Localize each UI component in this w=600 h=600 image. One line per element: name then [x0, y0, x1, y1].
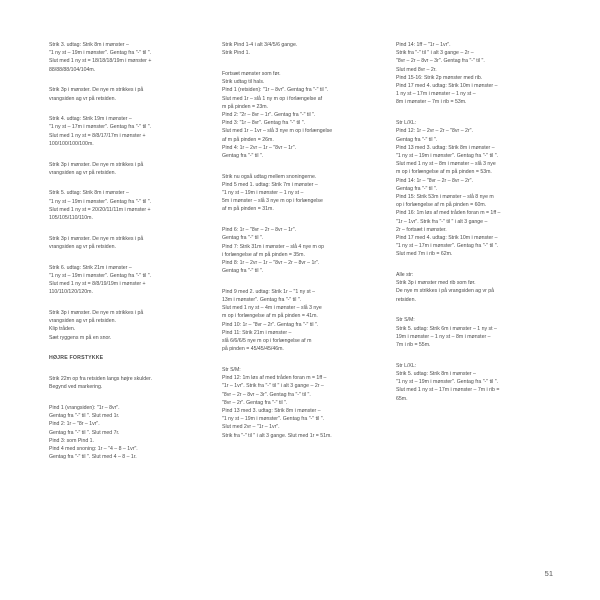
text-line: Pind 2: 1r – "8r – 1vr".	[49, 421, 100, 428]
text-line: retsiden.	[396, 296, 416, 303]
text-line: Pind 15-16: Strik 2p mønster med rib.	[396, 74, 483, 81]
text-line: Slut med 1r – 1vr – slå 3 nye m op i forlængelse	[222, 128, 333, 135]
paragraph	[49, 41, 199, 74]
text-line: Slut med 1 ny st = 18/18/18/19m i mønster +	[49, 58, 152, 65]
text-line: Pind 1 (vrangsiden): "1r – 8vr".	[49, 404, 120, 411]
paragraph	[49, 375, 199, 391]
text-line: Fortsæt mønster som før.	[222, 70, 281, 77]
paragraph	[49, 264, 199, 297]
text-line: Gentag fra "-" til ". Slut med 7r.	[49, 429, 120, 436]
paragraph	[222, 173, 374, 214]
text-line: Pind 14: 1r – "8vr – 2r – 8vr – 2r".	[396, 177, 473, 184]
text-line: "8vr – 2r – 8vr – 3r". Gentag fra "-" til ".	[222, 391, 311, 398]
text-line: Klip tråden.	[49, 326, 76, 333]
text-line: 7m i rib = 55m.	[396, 342, 431, 348]
text-line: Pind 9 med 2. udtag: Strik 1r – "1 ny st –	[222, 288, 315, 295]
paragraph	[396, 41, 556, 107]
text-line: Gentag fra "-" til ".	[396, 185, 438, 192]
text-line: 13m i mønster". Gentag fra "-" til ".	[222, 297, 302, 304]
text-line: Sæt ryggens m på en snor.	[49, 334, 112, 341]
text-line: Pind 4: 1r – 2vr – 1r – "8vr – 1r".	[222, 144, 297, 151]
paragraph	[49, 115, 199, 148]
text-line: "1 ny st – 19m i mønster". Gentag fra "-" til ".	[49, 198, 152, 205]
text-line: 110/110/120/120m.	[49, 289, 93, 296]
text-line: 2r – fortsæt i mønster.	[396, 226, 447, 233]
text-line: Strik Pind 1.	[222, 50, 250, 57]
paragraph	[396, 119, 556, 258]
paragraph	[396, 271, 556, 304]
text-line: "8vr – 2r". Gentag fra "-" til ".	[222, 399, 288, 406]
text-line: Slut med 1 ny st – 17m i mønster – 7m i rib =	[396, 387, 500, 394]
text-line: Gentag fra "-" til ". Slut med 4 – 8 – 1r.	[49, 454, 137, 461]
text-line: Slut med 1 ny st – 4m i mønster – slå 3 nye	[222, 305, 322, 312]
text-line: Strik 3p i mønster med rib som før.	[396, 280, 476, 287]
text-line: Str L/XL:	[396, 362, 417, 369]
text-line: Strik udtag til hals.	[222, 79, 265, 86]
text-line: vrangsiden ag vr på retsiden.	[49, 243, 116, 250]
text-line: Pind 8: 1r – 2vr – 1r – "8vr – 2r – 8vr – 1r".	[222, 259, 320, 266]
text-line: vrangsiden ag vr på retsiden.	[49, 169, 116, 176]
text-line: "1 ny st – 19m i mønster". Gentag fra "-" til ".	[396, 379, 499, 386]
text-line: Pind 15: Strik 53m i mønster – slå 8 nye m	[396, 193, 494, 200]
text-line: af m på pinden = 26m.	[222, 136, 274, 143]
text-line: Pind 17 med 4. udtag: Strik 10m i mønster –	[396, 234, 498, 241]
text-line: Pind 2: "2r – 8vr – 1r". Gentag fra "-" til ".	[222, 111, 316, 118]
text-line: 1 ny st – 17m i mønster – 1 ny st –	[396, 91, 476, 98]
text-line: Pind 4 med snoning: 1r – "4 – 8 – 1vr".	[49, 445, 138, 452]
text-line: Strik 5. udtag: Strik 8m i mønster –	[396, 370, 476, 377]
text-line: "1 ny st – 19m i mønster". Gentag fra "-" til ".	[396, 152, 499, 159]
text-line: 100/100/100/100m.	[49, 140, 94, 147]
text-line: 5m i mønster – slå 3 nye m op i forlængelse	[222, 198, 323, 205]
text-line: 105/105/110/110m.	[49, 215, 93, 222]
text-line: Pind 5 med 1. udtag: Strik 7m i mønster –	[222, 181, 318, 188]
text-line: "1 ny st – 19m i mønster – 1 ny st –	[222, 190, 304, 197]
text-line: Slut med 1 ny st – 8m i mønster – slå 3 nye	[396, 161, 496, 168]
text-line: Pind 10: 1r – "8vr – 2r". Gentag fra "-" til ".	[222, 321, 319, 328]
text-line: m op i forlængelse af m på pinden = 53m.	[396, 169, 492, 176]
paragraph	[222, 70, 374, 160]
paragraph	[49, 309, 199, 342]
text-line: Strik 4. udtag: Strik 19m i mønster –	[49, 116, 132, 123]
text-line: Strik 6. udtag: Strik 21m i mønster –	[49, 264, 132, 271]
text-line: Gentag fra "-" til ".	[222, 268, 264, 275]
text-line: m på pinden = 23m.	[222, 103, 268, 110]
paragraph	[49, 189, 199, 222]
text-line: Slut med 2vr – "1r – 1vr".	[222, 424, 280, 431]
text-column-right	[396, 41, 556, 415]
text-line: Strik 3. udtag: Strik 8m i mønster –	[49, 42, 129, 48]
text-line: Slut med 1 ny st = 20/20/11/11m i mønster +	[49, 206, 151, 213]
text-line: Gentag fra "-" til ".	[222, 235, 264, 242]
text-line: Slut med 7m i rib = 62m.	[396, 251, 453, 258]
text-line: Strik 5. udtag: Strik 8m i mønster –	[49, 190, 129, 197]
text-line: 88/88/88/104/104m.	[49, 66, 96, 73]
text-line: Strik Pind 1-4 i alt 3/4/5/6 gange.	[222, 42, 298, 48]
text-line: Strik 3p i mønster. De nye m strikkes i på	[49, 161, 144, 168]
text-line: 65m.	[396, 395, 408, 402]
text-line: "1 ny st – 17m i mønster". Gentag fra "-" til ".	[49, 124, 152, 131]
text-line: Strik 3p i mønster. De nye m strikkes i på	[49, 235, 144, 242]
text-line: Strik fra "-" til " i alt 3 gange – 2r –	[396, 50, 474, 57]
text-line: Strik 5. udtag: Strik 6m i mønster – 1 ny st –	[396, 325, 497, 332]
text-line: Strik nu også udtag mellem snoningerne.	[222, 173, 317, 180]
paragraph	[222, 366, 374, 440]
text-line: Strik 22m op fra retsiden langs højre skulder.	[49, 375, 152, 382]
text-line: Pind 3: "1r – 8vr". Gentag fra "-" til ".	[222, 120, 306, 127]
text-line: vrangsiden ag vr på retsiden.	[49, 318, 116, 325]
text-line: Gentag fra "-" til ".	[222, 152, 264, 159]
text-line: Gentag fra "-" til ".	[396, 136, 438, 143]
paragraph	[49, 404, 199, 461]
text-line: De nye m strikkes i på vrangsiden ag vr på	[396, 288, 495, 295]
paragraph	[222, 288, 374, 354]
text-line: Pind 13 med 3. udtag: Strik 8m i mønster –	[396, 144, 495, 151]
text-line: Begynd ved markering.	[49, 384, 103, 391]
text-line: Strik 3p i mønster. De nye m strikkes i på	[49, 309, 144, 316]
text-line: Str S/M:	[396, 317, 415, 324]
text-line: "1r – 1vr". Strik fra "-" til " i alt 3 gange –	[396, 218, 488, 225]
text-line: "1 ny st – 19m i mønster". Gentag fra "-" til ".	[49, 50, 152, 57]
text-line: Pind 11: Strik 21m i mønster –	[222, 329, 292, 336]
text-line: Pind 16: 1m løs af med tråden foran m = 1ff –	[396, 210, 501, 217]
text-line: Slut med 1 ny st = 8/8/19/19m i mønster +	[49, 281, 146, 288]
text-line: Slut med 1r – slå 1 ny m op i forlængelse af	[222, 95, 323, 102]
text-column-left	[49, 41, 199, 474]
text-line: "8vr – 2r – 8vr – 3r". Gentag fra "-" til ".	[396, 58, 485, 65]
text-line: Pind 17 med 4. udtag: Strik 10m i mønster –	[396, 83, 498, 90]
text-line: 8m i mønster – 7m i rib = 53m.	[396, 99, 467, 106]
text-line: Alle str:	[396, 272, 414, 279]
text-line: "1r – 1vr". Strik fra "-" til " i alt 3 gange – 2r –	[222, 383, 324, 390]
page-number: 51	[544, 569, 553, 578]
text-line: Pind 6: 1r – "8vr – 2r – 8vr – 1r".	[222, 227, 297, 234]
text-line: m op i forlængelse af m på pinden = 41m.	[222, 313, 318, 320]
text-line: Pind 12: 1r – 2vr – 2r – "8vr – 2r".	[396, 128, 473, 135]
section-heading	[49, 354, 199, 362]
text-line: Pind 1 (retsiden): "1r – 8vr". Gentag fra "-" til ".	[222, 87, 329, 94]
text-line: Slut med 1 ny st = 8/8/17/17m i mønster +	[49, 132, 146, 139]
text-line: "1 ny st – 19m i mønster". Gentag fra "-" til ".	[49, 272, 152, 279]
paragraph	[49, 235, 199, 251]
text-line: "1 ny st – 19m i mønster". Gentag fra "-" til ".	[222, 416, 325, 423]
text-line: Strik 3p i mønster. De nye m strikkes i på	[49, 87, 144, 94]
text-line: Gentag fra "-" til ". Slut med 1r.	[49, 413, 120, 420]
paragraph	[49, 86, 199, 102]
paragraph	[396, 316, 556, 349]
text-line: Pind 3: som Pind 1.	[49, 437, 94, 444]
text-column-middle	[222, 41, 374, 452]
text-line: af m på pinden = 31m.	[222, 206, 274, 213]
text-line: på pinden = 45/45/45/46m.	[222, 346, 284, 353]
text-line: Str S/M:	[222, 367, 241, 373]
text-line: "1 ny st – 17m i mønster". Gentag fra "-" til ".	[396, 243, 499, 250]
text-line: Pind 13 med 3. udtag: Strik 8m i mønster –	[222, 408, 321, 415]
text-line: Slut med 8vr – 2r.	[396, 66, 437, 73]
paragraph	[222, 226, 374, 275]
text-line: i forlængelse af m på pinden = 35m.	[222, 251, 305, 258]
text-line: op i forlængelse af m på pinden = 60m.	[396, 202, 487, 209]
text-line: Pind 14: 1ff – "1r – 1vr".	[396, 42, 451, 48]
text-line: HØJRE FORSTYKKE	[49, 355, 104, 362]
text-line: 19m i mønster – 1 ny st – 8m i mønster –	[396, 333, 491, 340]
paragraph	[49, 161, 199, 177]
text-line: Pind 12: 1m løs af med tråden foran m = 1ff –	[222, 375, 327, 382]
paragraph	[396, 362, 556, 403]
text-line: Strik fra "-" til " i alt 3 gange. Slut med 1r = 51m.	[222, 432, 332, 439]
text-line: Pind 7: Strik 31m i mønster – slå 4 nye m op	[222, 243, 325, 250]
text-line: Str L/XL:	[396, 120, 417, 127]
paragraph	[222, 41, 374, 57]
text-line: slå 6/6/6/5 nye m op i forlængelse af m	[222, 338, 312, 345]
text-line: vrangsiden ag vr på retsiden.	[49, 95, 116, 102]
